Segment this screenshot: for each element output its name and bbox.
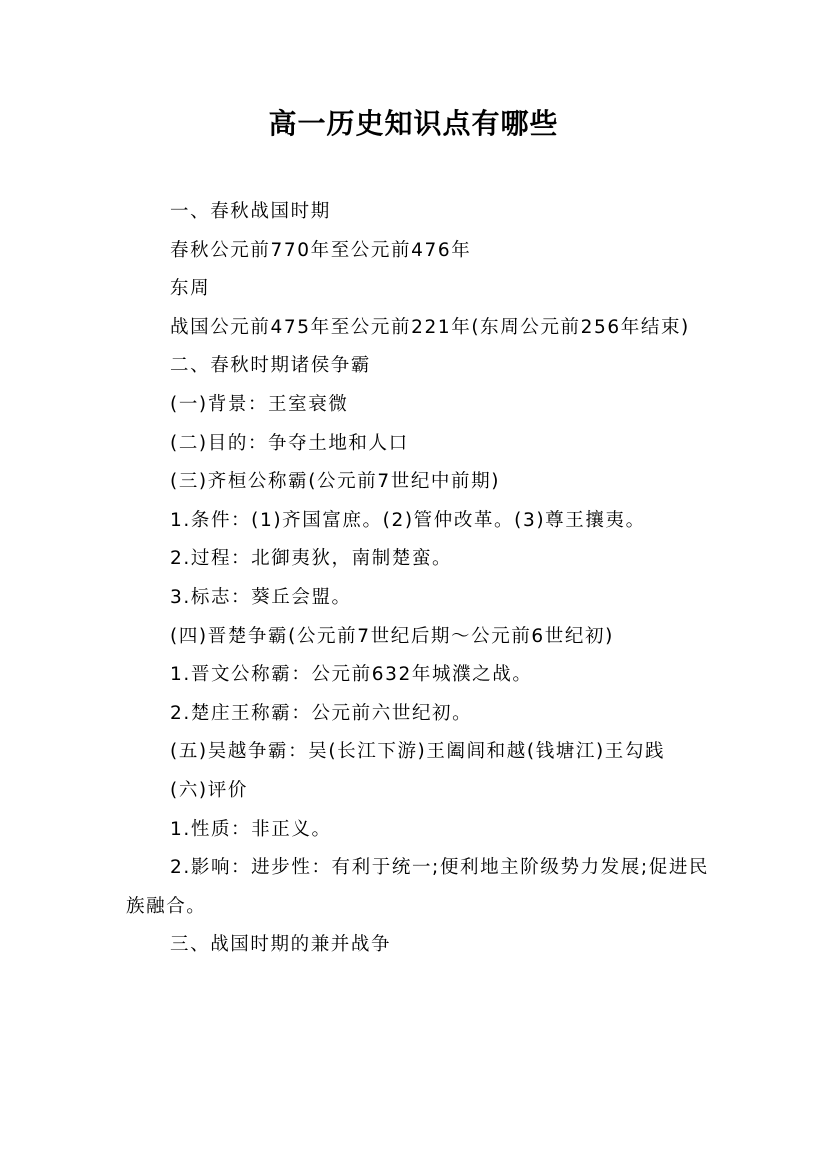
paragraph: (五)吴越争霸：吴(长江下游)王阖闾和越(钱塘江)王勾践 [170, 741, 666, 763]
paragraph: 春秋公元前770年至公元前476年 [170, 239, 472, 261]
paragraph: 东周 [170, 278, 211, 300]
paragraph: 1.性质：非正义。 [170, 818, 332, 840]
paragraph: 战国公元前475年至公元前221年(东周公元前256年结束) [170, 316, 690, 338]
paragraph: (二)目的：争夺土地和人口 [170, 432, 409, 454]
paragraph: (一)背景：王室衰微 [170, 393, 349, 415]
paragraph: 1.晋文公称霸：公元前632年城濮之战。 [170, 664, 533, 686]
paragraph: (三)齐桓公称霸(公元前7世纪中前期) [170, 471, 501, 493]
paragraph: 二、春秋时期诸侯争霸 [170, 355, 372, 377]
paragraph: 3.标志：葵丘会盟。 [170, 586, 352, 608]
paragraph: 一、春秋战国时期 [170, 201, 331, 222]
paragraph: 2.过程：北御夷狄，南制楚蛮。 [170, 548, 453, 570]
paragraph: (六)评价 [170, 779, 248, 801]
paragraph: 1.条件：(1)齐国富庶。(2)管仲改革。(3)尊王攘夷。 [170, 509, 646, 531]
paragraph: 三、战国时期的兼并战争 [170, 934, 392, 956]
paragraph: 2.影响：进步性：有利于统一;便利地主阶级势力发展;促进民族融合。 [126, 857, 710, 917]
paragraph: 2.楚庄王称霸：公元前六世纪初。 [170, 702, 473, 724]
document-title: 高一历史知识点有哪些 [268, 107, 559, 140]
document-body [126, 193, 712, 965]
paragraph: (四)晋楚争霸(公元前7世纪后期～公元前6世纪初) [170, 625, 614, 647]
